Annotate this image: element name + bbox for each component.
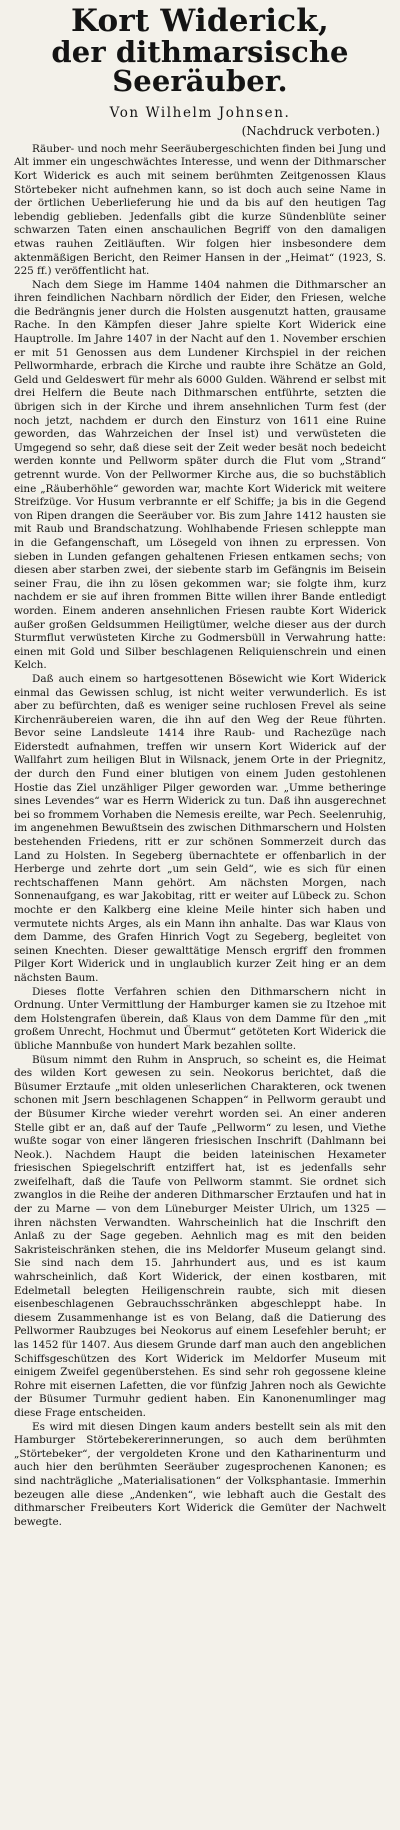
paragraph-5: Büsum nimmt den Ruhm in Anspruch, so scheint es, die Heimat des wilden Kort gewesen zu sein. Neokorus berichtet, daß die Büsumer Erztaufe „mit olden unleserlichen Charakteren, ock twenen schonen mit Jsern beschlagenen Schappen“ in Pellworm geraubt und der Büsumer Kirche wieder verehrt worden sei. An einer anderen Stelle gibt er an, daß auf der Taufe „Pellworm“ zu lesen, und Viethe wußte sogar von einer längeren friesischen Inschrift (Dahlmann bei Neok.). Nachdem Haupt die beiden lateinischen Hexameter friesischen Spiegelschrift entziffert hat, ist es jedenfalls sehr zweifelhaft, daß die Taufe von Pellworm stammt. Sie ordnet sich zwanglos in die Reihe der anderen Dithmarscher Erztaufen und hat in der zu Marne — von dem Lüneburger Meister Ulrich, um 1325 — ihren nächsten Verwandten. Wahrscheinlich hat die Inschrift den Anlaß zu der Sage gegeben. Aehnlich mag es mit den beiden Sakristeischränken stehen, die ins Meldorfer Museum gelangt sind. Sie sind nach dem 15. Jahrhundert aus, und es ist kaum wahrscheinlich, daß Kort Widerick, der einen kostbaren, mit Edelmetall belegten Heiligenschrein raubte, sich mit diesen eisenbeschlagenen Gebrauchsschränken abgeschleppt habe. In diesem Zusammenhange ist es von Belang, daß die Datierung des Pellwormer Raubzuges bei Neokorus auf einem Lesefehler beruht; er las 1452 für 1407. Aus diesem Grunde darf man auch den angeblichen Schiffsgeschützen des Kort Widerick im Meldorfer Museum mit einigem Zweifel gegenüberstehen. Es sind sehr roh gegossene kleine Rohre mit eisernen Lafetten, die vor fünfzig Jahren noch als Gewichte der Büsumer Turmuhr gedient haben. Ein Kanonenumlinger mag diese Frage entscheiden.	[14, 1053, 386, 1419]
article-headline	[14, 3, 386, 99]
headline-line-2: der dithmarsische Seeräuber.	[51, 34, 349, 99]
paragraph-1: Räuber- und noch mehr Seeräubergeschichten finden bei Jung und Alt immer ein ungeschwächtes Interesse, und wenn der Dithmarscher Kort Widerick es auch mit seinem berühmten Zeitgenossen Klaus Störtebeker nicht aufnehmen kann, so ist doch auch seine Name in der örtlichen Ueberlieferung hie und da bis auf den heutigen Tag lebendig geblieben. Jedenfalls gibt die kurze Sündenblüte seiner schwarzen Taten einen anschaulichen Begriff von den damaligen etwas rauhen Zeitläuften. Wir folgen hier insbesondere dem aktenmäßigen Bericht, den Reimer Hansen in der „Heimat“ (1923, S. 225 ff.) veröffentlicht hat.	[14, 142, 386, 278]
reprint-notice: (Nachdruck verboten.)	[241, 123, 380, 138]
paragraph-3: Daß auch einem so hartgesottenen Bösewicht wie Kort Widerick einmal das Gewissen schlug, ist nicht weiter verwunderlich. Es ist aber zu befürchten, daß es weniger seine ruchlosen Frevel als seine Kirchenräubereien waren, die ihn auf den Weg der Reue führten. Bevor seine Landsleute 1414 ihre Raub- und Rachezüge nach Eiderstedt aufnahmen, treffen wir unsern Kort Widerick auf der Wallfahrt zum heiligen Blut in Wilsnack, jenem Orte in der Priegnitz, der durch den Fund einer blutigen von einem Juden gestohlenen Hostie das Ziel unzähliger Pilger geworden war. „Umme betheringe sines Levendes“ war es Herrn Widerick zu tun. Daß ihn ausgerechnet bei so frommem Vorhaben die Nemesis ereilte, war Pech. Seelenruhig, im angenehmen Bewußtsein des zwischen Dithmarschern und Holsten bestehenden Friedens, ritt er zur schönen Sommerzeit durch das Land zu Holsten. In Segeberg übernachtete er offenbarlich in der Herberge und zehrte dort „um sein Geld“, wie es sich für einen rechtschaffenen Mann gehört. Am nächsten Morgen, nach Sonnenaufgang, es war Jakobitag, ritt er weiter auf Lübeck zu. Schon mochte er den Kalkberg eine kleine Meile hinter sich haben und vermutete nichts Arges, als ein Mann ihn anhalte. Das war Klaus von dem Damme, des Grafen Hinrich Vogt zu Segeberg, begleitet von seinen Knechten. Dieser gewalttätige Mensch ergriff den frommen Pilger Kort Widerick und in unglaublich kurzer Zeit hing er an dem nächsten Baum.	[14, 672, 386, 984]
headline-line-1: Kort Widerick,	[71, 3, 329, 39]
author-byline: Von Wilhelm Johnsen.	[109, 104, 291, 121]
article-body	[14, 143, 386, 1530]
paragraph-4: Dieses flotte Verfahren schien den Dithmarschern nicht in Ordnung. Unter Vermittlung der Hamburger kamen sie zu Itzehoe mit dem Holstengrafen überein, daß Klaus von dem Damme für den „mit großem Unrecht, Hochmut und Übermut“ getöteten Kort Widerick die übliche Mannbuße von hundert Mark bezahlen sollte.	[14, 985, 386, 1052]
paragraph-6: Es wird mit diesen Dingen kaum anders bestellt sein als mit den Hamburger Störtebekererinnerungen, so auch dem berühmten „Störtebeker“, der vergoldeten Krone und den Katharinenturm und auch hier den berühmten Seeräuber zugesprochenen Kanonen; es sind nachträgliche „Materialisationen“ der Volksphantasie. Immerhin bezeugen alle diese „Andenken“, wie lebhaft auch die Gestalt des dithmarscher Freibeuters Kort Widerick die Gemüter der Nachwelt bewegte.	[14, 1420, 386, 1528]
paragraph-2: Nach dem Siege im Hamme 1404 nahmen die Dithmarscher an ihren feindlichen Nachbarn nördlich der Eider, den Friesen, welche die Bedrängnis jener durch die Holsten ausgenutzt hatten, grausame Rache. In den Kämpfen dieser Jahre spielte Kort Widerick eine Hauptrolle. Im Jahre 1407 in der Nacht auf den 1. November erschien er mit 51 Genossen aus dem Lundener Kirchspiel in der reichen Pellwormharde, erbrach die Kirche und raubte ihre Schätze an Gold, Geld und Geldeswert für mehr als 6000 Gulden. Während er selbst mit drei Helfern die Beute nach Dithmarschen entführte, setzten die übrigen sich in der Kirche und ihrem ansehnlichen Turm fest (der noch jetzt, nachdem er durch den Einsturz von 1611 eine Ruine geworden, das Wahrzeichen der Insel ist) und verwüsteten die Umgegend so sehr, daß diese seit der Zeit weder besät noch bedeicht werden konnte und Pellworm später durch die Flut vom „Strand“ getrennt wurde. Von der Pellwormer Kirche aus, die so buchstäblich eine „Räuberhöhle“ geworden war, machte Kort Widerick mit weitere Streifzüge. Vor Husum verbrannte er elf Schiffe; ja bis in die Gegend von Ripen drangen die Seeräuber vor. Bis zum Jahre 1412 hausten sie mit Raub und Brandschatzung. Wohlhabende Friesen schleppte man in die Gefangenschaft, um Lösegeld von ihnen zu erpressen. Von sieben in Lunden gefangen gehaltenen Friesen entkamen sechs; von diesen aber starben zwei, der siebente starb im Gefängnis im Beisein seiner Frau, die ihn zu lösen gekommen war; sie folgte ihm, kurz nachdem er sie auf ihren frommen Bitte willen ihrer Bande entledigt worden. Einem anderen ansehnlichen Friesen raubte Kort Widerick außer großen Geldsummen Heiligtümer, welche dieser aus der durch Sturmflut verwüsteten Kirche zu Godmersbüll in Verwahrung hatte: einen mit Gold und Silber beschlagenen Reliquienschrein und einen Kelch.	[14, 278, 386, 672]
